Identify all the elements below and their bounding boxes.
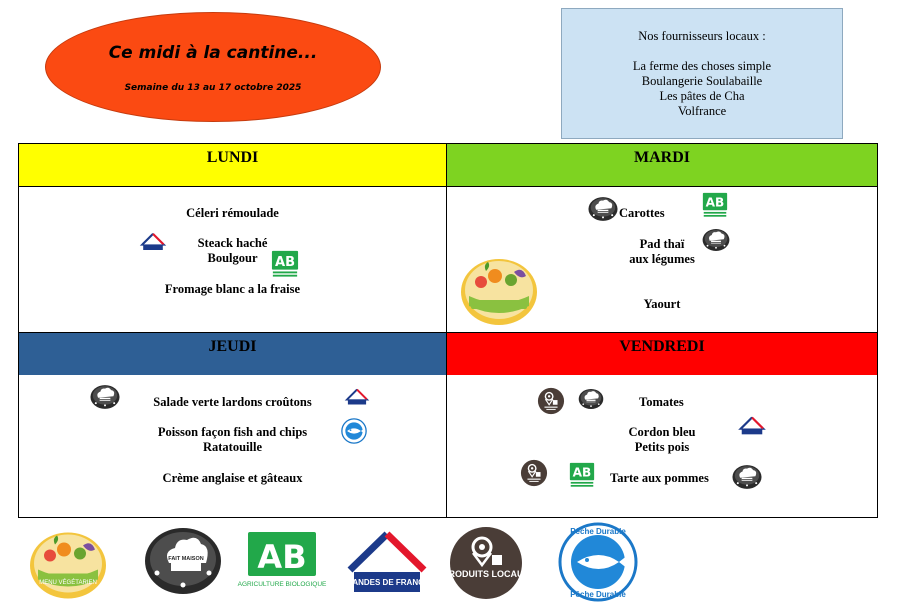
- dish-item: Tarte aux pommes: [610, 471, 709, 485]
- dish-item: Ratatouille: [202, 440, 263, 454]
- fait-maison-icon: [587, 196, 619, 222]
- viandes-de-france-icon: [342, 530, 432, 598]
- dish-item: Crème anglaise et gâteaux: [162, 471, 303, 485]
- fait-maison-icon: [700, 228, 732, 252]
- day-header-vendredi: VENDREDI: [447, 333, 877, 375]
- day-header-lundi: LUNDI: [19, 144, 446, 186]
- supplier-item: La ferme des choses simple: [632, 59, 772, 73]
- peche-durable-icon: [339, 418, 369, 444]
- viandes-de-france-icon: [344, 388, 370, 408]
- viandes-de-france-icon: [139, 232, 167, 254]
- dish-item: Boulgour: [207, 251, 258, 265]
- dish-item: Céleri rémoulade: [186, 206, 279, 220]
- legend-label: MENU VÉGÉTARIEN: [39, 580, 97, 586]
- dish-item: Salade verte lardons croûtons: [153, 395, 312, 409]
- dish-item: Yaourt: [643, 297, 681, 311]
- produits-locaux-icon: [537, 387, 565, 415]
- agriculture-biologique-icon: [569, 462, 595, 488]
- grid-divider: [19, 186, 877, 187]
- agriculture-biologique-icon: [237, 530, 327, 596]
- agriculture-biologique-icon: [271, 250, 299, 278]
- dish-item: aux légumes: [629, 252, 695, 266]
- produits-locaux-icon: [442, 525, 530, 601]
- page-title: Ce midi à la cantine...: [108, 43, 318, 63]
- supplier-item: Boulangerie Soulabaille: [641, 74, 763, 88]
- dish-item: Steack haché: [197, 236, 268, 250]
- menu-grid: [18, 143, 878, 518]
- week-subtitle: Semaine du 13 au 17 octobre 2025: [124, 83, 302, 93]
- legend-label: AGRICULTURE BIOLOGIQUE: [237, 581, 327, 588]
- fait-maison-icon: [143, 527, 223, 595]
- fait-maison-icon: [89, 384, 121, 410]
- day-header-mardi: MARDI: [447, 144, 877, 186]
- title-banner: [45, 12, 381, 122]
- menu-vegetarien-icon: [28, 527, 108, 602]
- peche-durable-icon: [555, 522, 641, 602]
- dish-item: Cordon bleu: [628, 425, 696, 439]
- menu-vegetarien-icon: [459, 256, 539, 326]
- agriculture-biologique-icon: [702, 192, 728, 218]
- grid-divider: [446, 144, 447, 517]
- dish-item: Poisson façon fish and chips: [157, 425, 308, 439]
- viandes-de-france-icon: [737, 416, 767, 438]
- legend-label: Pêche Durable: [570, 590, 626, 599]
- legend-label: FAIT MAISON: [168, 556, 204, 562]
- day-header-jeudi: JEUDI: [19, 333, 446, 375]
- produits-locaux-icon: [520, 459, 548, 487]
- ab-letters: AB: [257, 538, 307, 576]
- fait-maison-icon: [577, 388, 605, 410]
- fait-maison-icon: [731, 464, 763, 490]
- dish-item: Petits pois: [634, 440, 690, 454]
- dish-item: Pad thaï: [639, 237, 685, 251]
- dish-item: Fromage blanc a la fraise: [164, 282, 301, 296]
- supplier-item: Les pâtes de Cha: [659, 89, 745, 103]
- dish-item: Tomates: [639, 395, 684, 409]
- legend-label: VIANDES DE FRANCE: [344, 578, 430, 587]
- supplier-item: Volfrance: [677, 104, 727, 118]
- suppliers-heading: Nos fournisseurs locaux :: [638, 29, 766, 43]
- legend-label: PRODUITS LOCAUX: [442, 569, 530, 579]
- dish-item: Carottes: [619, 206, 665, 220]
- legend-label: Pêche Durable: [570, 527, 626, 536]
- suppliers-box: [561, 8, 843, 139]
